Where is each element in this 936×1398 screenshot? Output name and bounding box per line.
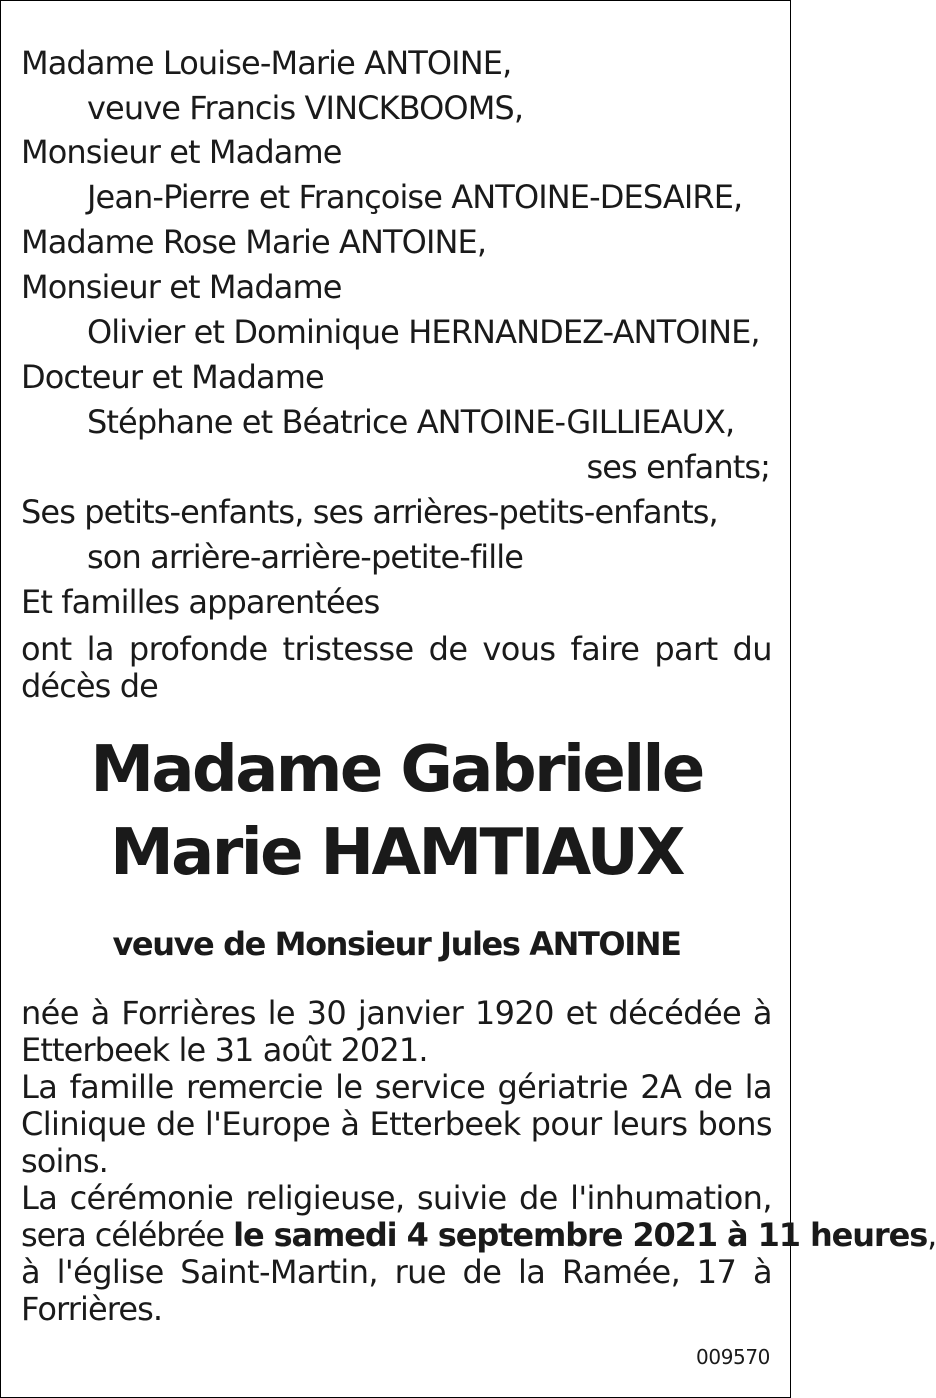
word: religieuse, [245,1179,405,1217]
birth-death-end: Etterbeek le 31 août 2021. [21,1031,428,1069]
word: remercie [186,1068,323,1106]
word: à [752,994,772,1032]
word: l'église [56,1253,164,1291]
family-line: Madame Rose Marie ANTOINE, [21,223,487,261]
ceremony-date-suffix: , [927,1216,936,1254]
word: le [335,1068,363,1106]
word: née [21,994,79,1032]
word: l'Europe [204,1105,331,1143]
thanks-end: soins. [21,1142,108,1180]
word: bons [697,1105,772,1143]
family-line: Jean-Pierre et Françoise ANTOINE-DESAIRE, [87,178,743,216]
word: suivie [416,1179,507,1217]
word: Etterbeek [369,1105,521,1143]
word: de [693,1068,733,1106]
word: leurs [611,1105,688,1143]
word: la [86,630,114,668]
word: 2A [640,1068,682,1106]
word: à [752,1253,772,1291]
word: de [155,1105,195,1143]
word: Forrières [121,994,256,1032]
family-line: Monsieur et Madame [21,133,342,171]
word: janvier [357,994,464,1032]
children-label: ses enfants; [586,448,770,486]
word: profonde [128,630,268,668]
grandchildren-line: Ses petits-enfants, ses arrières-petits-enfants, [21,493,718,531]
reference-number: 009570 [696,1345,770,1369]
ceremony-date-prefix: sera célébrée [21,1216,234,1254]
word: l'inhumation, [570,1179,772,1217]
family-line: Olivier et Dominique HERNANDEZ-ANTOINE, [87,313,760,351]
word: ont [21,630,72,668]
family-line: Monsieur et Madame [21,268,342,306]
word: le [267,994,295,1032]
word: de [428,630,468,668]
word: à [90,994,110,1032]
word: pour [530,1105,602,1143]
word: gériatrie [497,1068,628,1106]
word: à [21,1253,41,1291]
word: à [340,1105,360,1143]
deceased-name-line-1: Madame Gabrielle [90,733,703,807]
family-line: Docteur et Madame [21,358,324,396]
word: Clinique [21,1105,146,1143]
announcement-end: décès de [21,667,158,705]
thanks-line [21,1102,772,1146]
related-families-line: Et familles apparentées [21,583,380,621]
word: La [21,1179,58,1217]
ceremony-date: le samedi 4 septembre 2021 à 11 heures [233,1216,928,1254]
word: famille [69,1068,174,1106]
ceremony-place-end: Forrières. [21,1290,163,1328]
word: cérémonie [69,1179,234,1217]
family-line: Stéphane et Béatrice ANTOINE-GILLIEAUX, [87,403,735,441]
family-line: Madame Louise-Marie ANTOINE, [21,44,512,82]
word: tristesse [282,630,414,668]
word: et [565,994,597,1032]
word: la [744,1068,772,1106]
family-line: veuve Francis VINCKBOOMS, [87,89,524,127]
word: la [517,1253,546,1291]
word: vous [482,630,556,668]
word: décédée [608,994,742,1032]
word: part [654,630,718,668]
deceased-name-line-2: Marie HAMTIAUX [110,816,683,890]
word: Saint-Martin, [180,1253,378,1291]
word: 30 [306,994,347,1032]
word: 1920 [474,994,554,1032]
word: service [374,1068,486,1106]
word: Ramée, [561,1253,681,1291]
word: rue [394,1253,446,1291]
great-grandchild-line: son arrière-arrière-petite-fille [87,538,523,576]
word: de [462,1253,502,1291]
word: faire [570,630,640,668]
widow-of-line: veuve de Monsieur Jules ANTOINE [112,925,681,963]
word: 17 [696,1253,737,1291]
word: du [732,630,772,668]
word: La [21,1068,58,1106]
word: de [518,1179,558,1217]
